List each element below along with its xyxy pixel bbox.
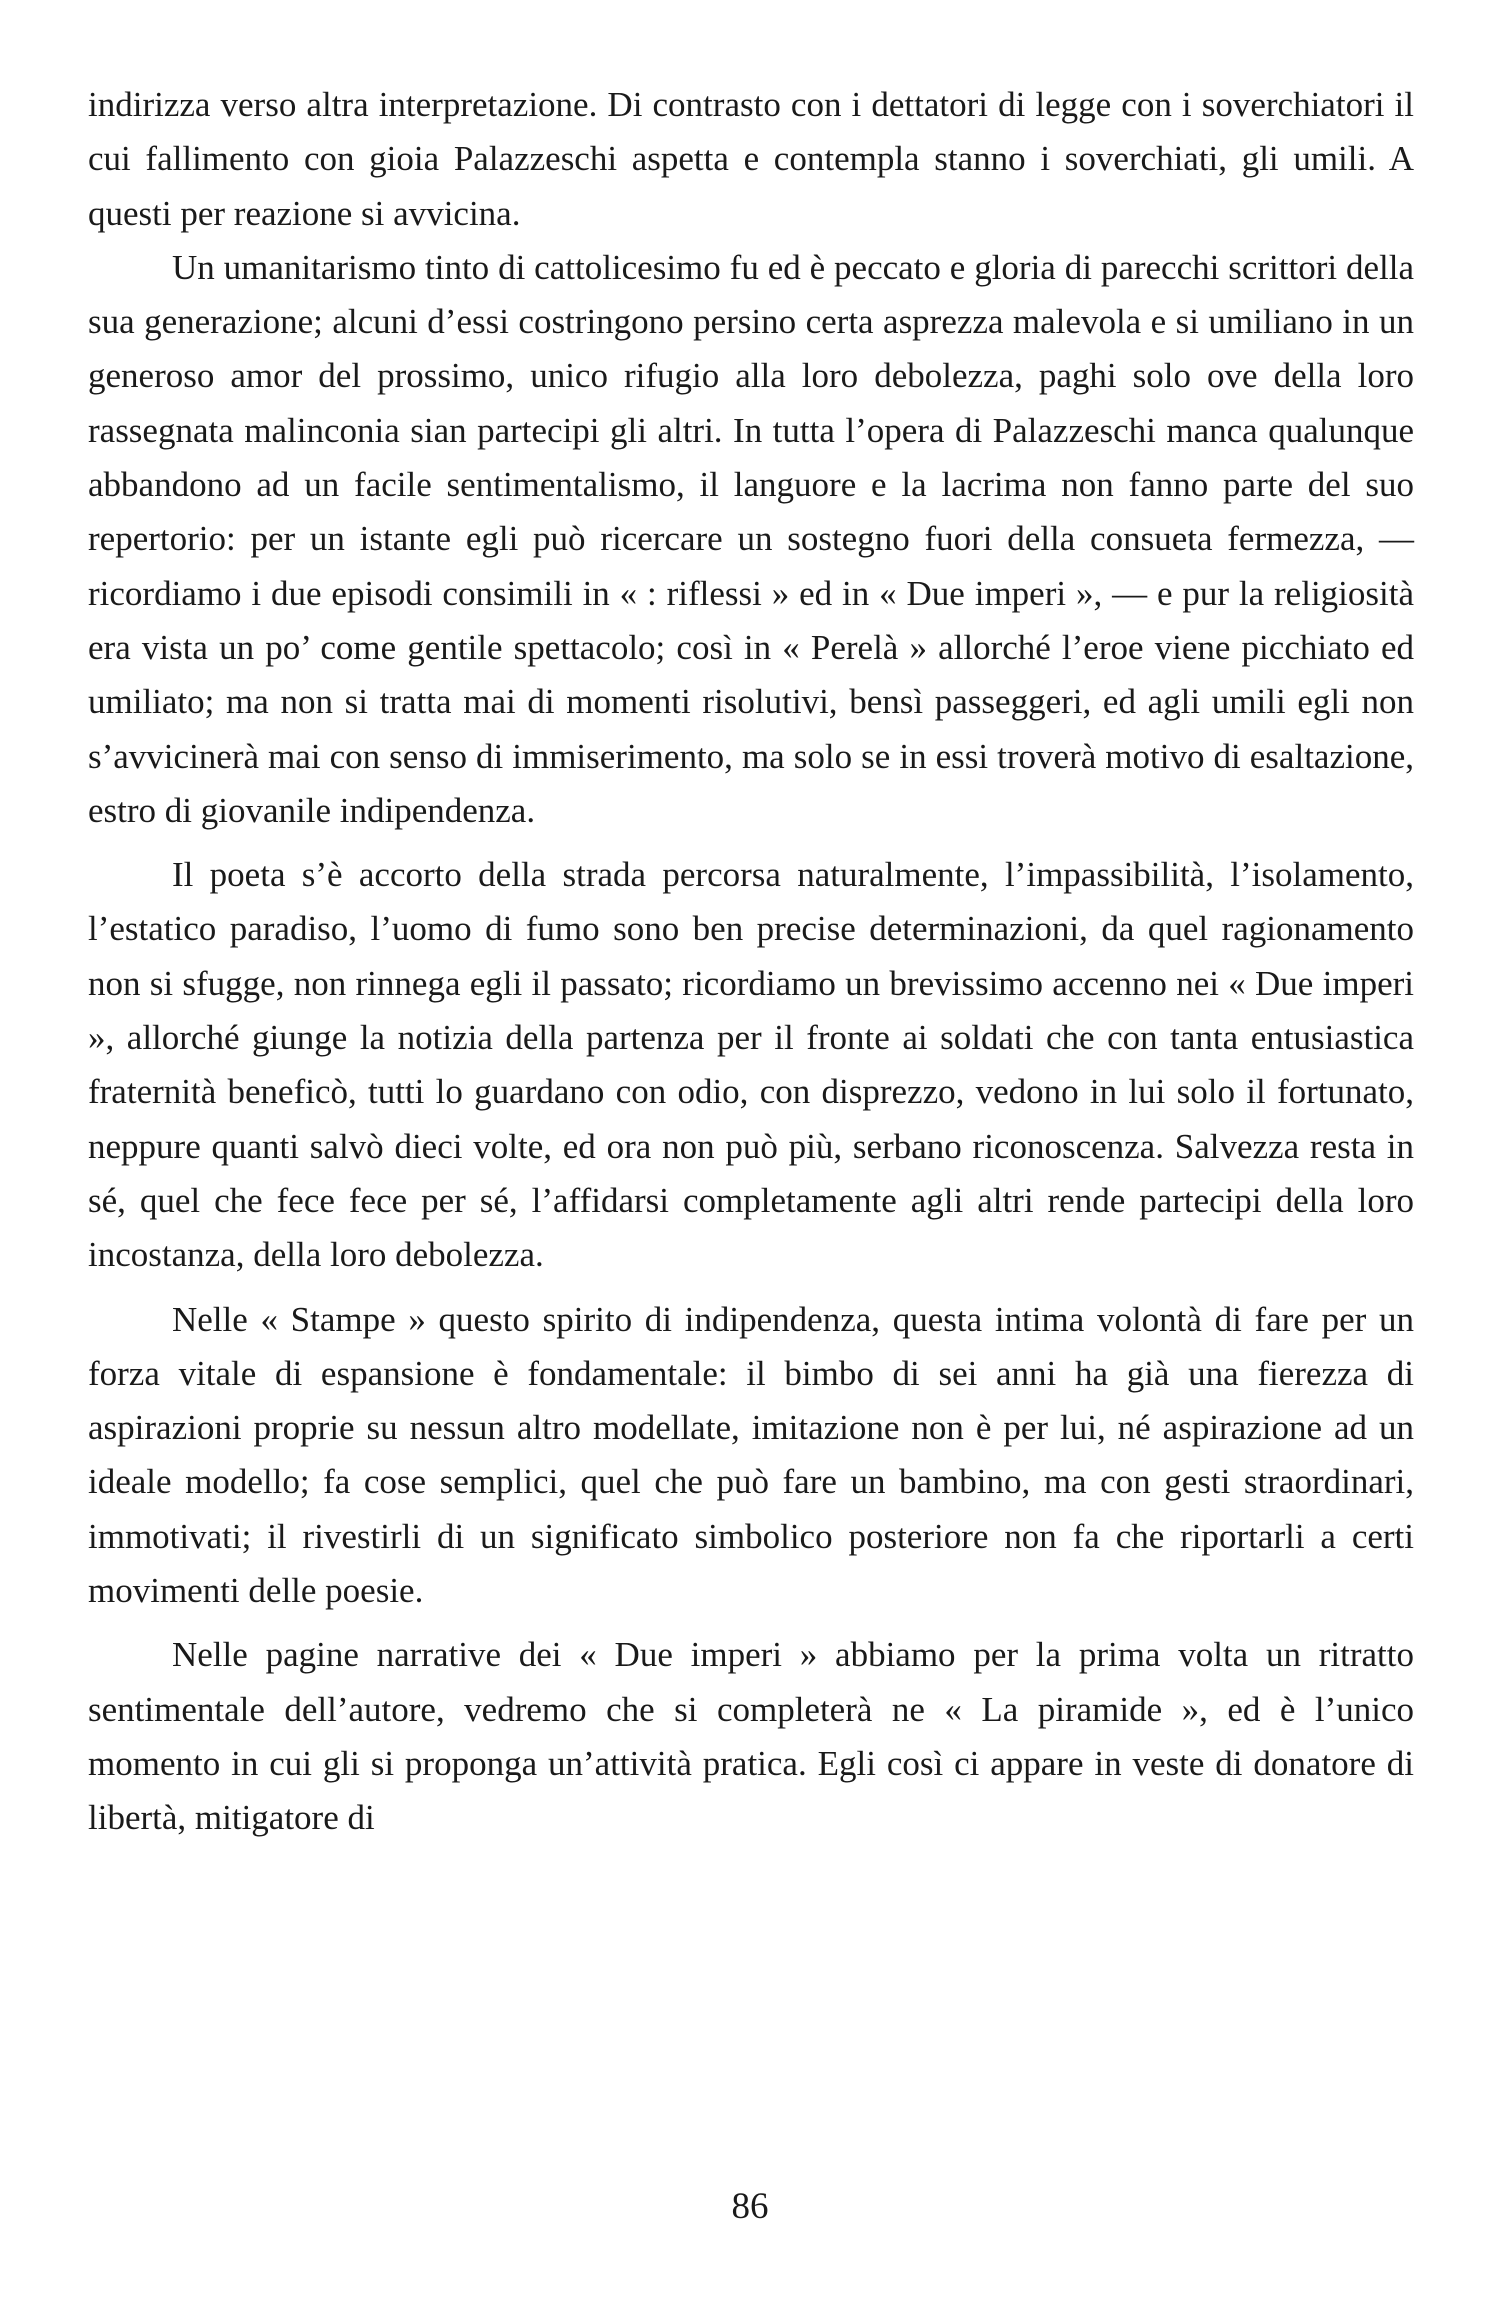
paragraph-umanitarismo: Un umanitarismo tinto di cattolicesimo fu ed è peccato e gloria di parecchi scrittori della sua generazione; alcuni d’essi costringono persino certa asprezza malevola e si umiliano in un generoso amor del prossimo, unico rifugio alla loro debolezza, paghi solo ove della loro rassegnata malinconia sian partecipi gli altri. In tutta l’opera di Palazzeschi manca qualunque abbandono ad un facile sentimentalismo, il languore e la lacrima non fanno parte del suo repertorio: per un istante egli può ricercare un sostegno fuori della consueta fermezza, — ricordiamo i due episodi consimili in « : riflessi » ed in « Due imperi », — e pur la religiosità era vista un po’ come gentile spettacolo; così in « Perelà » allorché l’eroe viene picchiato ed umiliato; ma non si tratta mai di momenti risolutivi, bensì passeggeri, ed agli umili egli non s’avvicinerà mai con senso di immiserimento, ma solo se in essi troverà motivo di esaltazione, estro di giovanile indipendenza. xyxy=(88,247,1414,830)
paragraph-continuation: indirizza verso altra interpretazione. Di contrasto con i dettatori di legge con i soverchiatori il cui fallimento con gioia Palazzeschi aspetta e contempla stanno i soverchiati, gli umili. A questi per reazione si avvicina. xyxy=(88,85,1414,233)
paragraph-poeta: Il poeta s’è accorto della strada percorsa naturalmente, l’impassibilità, l’isolamento, l’estatico paradiso, l’uomo di fumo sono ben precise determinazioni, da quel ragionamento non si sfugge, non rinnega egli il passato; ricordiamo un brevissimo accenno nei « Due imperi », allorché giunge la notizia della partenza per il fronte ai soldati che con tanta entusiastica fraternità beneficò, tutti lo guardano con odio, con disprezzo, vedono in lui solo il fortunato, neppure quanti salvò dieci volte, ed ora non può più, serbano riconoscenza. Salvezza resta in sé, quel che fece fece per sé, l’affidarsi completamente agli altri rende partecipi della loro incostanza, della loro debolezza. xyxy=(88,855,1414,1275)
page-number: 86 xyxy=(731,2186,769,2227)
paragraph-due-imperi: Nelle pagine narrative dei « Due imperi » abbiamo per la prima volta un ritratto sentimentale dell’autore, vedremo che si completerà ne « La piramide », ed è l’unico momento in cui gli si proponga un’attività pratica. Egli così ci appare in veste di donatore di libertà, mitigatore di xyxy=(88,1635,1414,1838)
paragraph-stampe: Nelle « Stampe » questo spirito di indipendenza, questa intima volontà di fare per un forza vitale di espansione è fondamentale: il bimbo di sei anni ha già una fierezza di aspirazioni proprie su nessun altro modellate, imitazione non è per lui, né aspirazione ad un ideale modello; fa cose semplici, quel che può fare un bambino, ma con gesti straordinari, immotivati; il rivestirli di un significato simbolico posteriore non fa che riportarli a certi movimenti delle poesie. xyxy=(88,1299,1414,1611)
body-text xyxy=(88,78,1414,1846)
